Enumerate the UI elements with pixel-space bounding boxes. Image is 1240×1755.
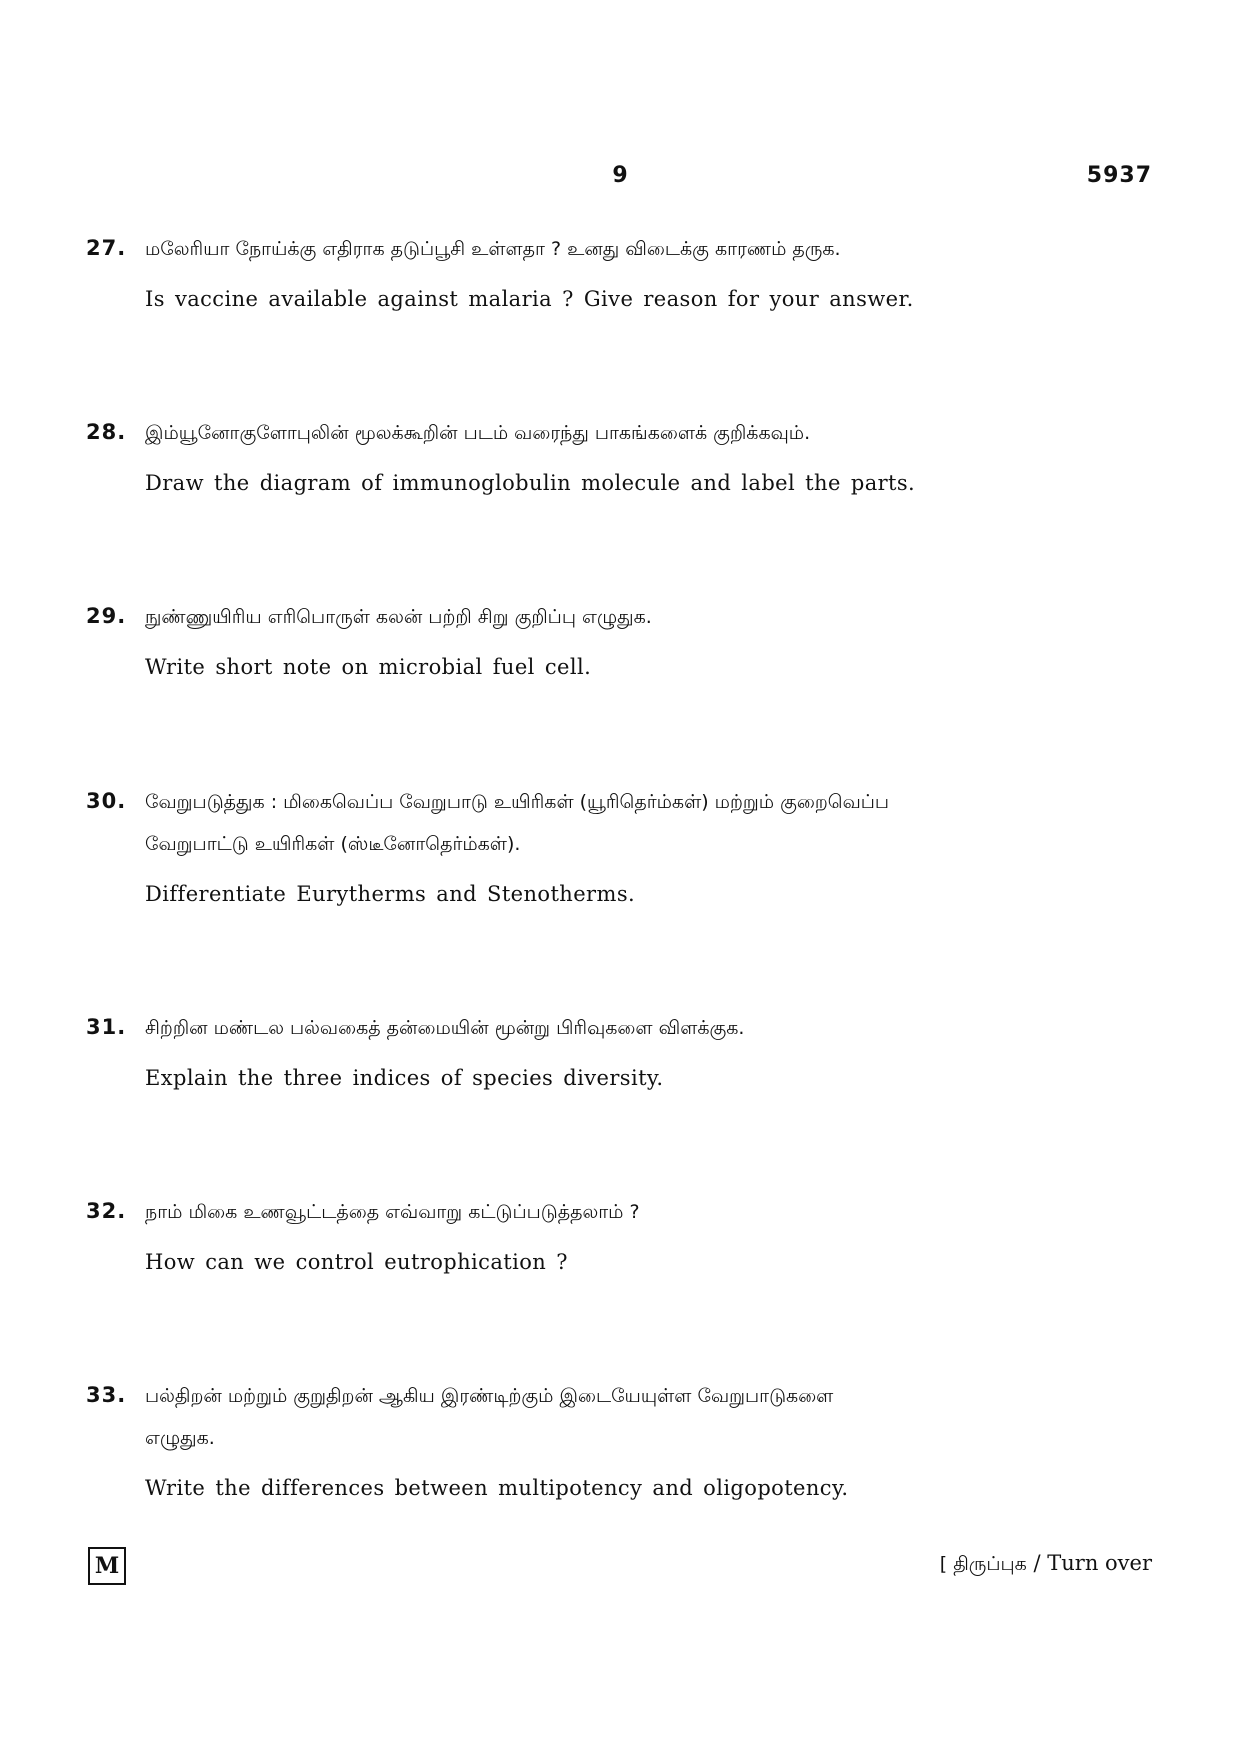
question-text-tamil bbox=[145, 412, 1166, 454]
tamil-line: இம்யூனோகுளோபுலின் மூலக்கூறின் படம் வரைந்து பாகங்களைக் குறிக்கவும். bbox=[145, 422, 811, 444]
question-text-english: Write short note on microbial fuel cell. bbox=[145, 655, 592, 679]
tamil-line: நுண்ணுயிரிய எரிபொருள் கலன் பற்றி சிறு குறிப்பு எழுதுக. bbox=[145, 606, 652, 628]
question-28 bbox=[86, 420, 1166, 495]
question-text-tamil bbox=[145, 1007, 1166, 1049]
question-29 bbox=[86, 604, 1166, 679]
question-text-english: Draw the diagram of immunoglobulin molecule and label the parts. bbox=[145, 471, 916, 495]
turn-over-english: Turn over bbox=[1047, 1551, 1152, 1575]
question-text-tamil bbox=[145, 781, 1166, 865]
turn-over-note bbox=[940, 1551, 1152, 1578]
question-number: 29. bbox=[86, 604, 127, 628]
question-27 bbox=[86, 236, 1166, 311]
question-number: 27. bbox=[86, 236, 127, 260]
medium-mark-box: M bbox=[88, 1547, 126, 1585]
question-32 bbox=[86, 1199, 1166, 1274]
tamil-line: சிற்றின மண்டல பல்வகைத் தன்மையின் மூன்று பிரிவுகளை விளக்குக. bbox=[145, 1017, 745, 1039]
question-text-tamil bbox=[145, 596, 1166, 638]
question-text-english: Is vaccine available against malaria ? Give reason for your answer. bbox=[145, 287, 914, 311]
question-number: 30. bbox=[86, 789, 127, 813]
tamil-line: பல்திறன் மற்றும் குறுதிறன் ஆகிய இரண்டிற்கும் இடையேயுள்ள வேறுபாடுகளை bbox=[145, 1385, 834, 1407]
tamil-line: எழுதுக. bbox=[145, 1427, 215, 1449]
question-31 bbox=[86, 1015, 1166, 1090]
turn-over-tamil: [ திருப்புக bbox=[939, 1553, 1027, 1575]
question-number: 33. bbox=[86, 1383, 127, 1407]
question-text-tamil bbox=[145, 1375, 1166, 1459]
question-30 bbox=[86, 789, 1166, 906]
question-text-tamil bbox=[145, 1191, 1166, 1233]
tamil-line: நாம் மிகை உணவூட்டத்தை எவ்வாறு கட்டுப்படுத்தலாம் ? bbox=[145, 1201, 640, 1223]
question-text-tamil bbox=[145, 228, 1166, 270]
question-33 bbox=[86, 1383, 1166, 1500]
page-number: 9 bbox=[612, 163, 628, 188]
question-number: 31. bbox=[86, 1015, 127, 1039]
question-text-english: Differentiate Eurytherms and Stenotherms. bbox=[145, 882, 636, 906]
tamil-line: வேறுபடுத்துக : மிகைவெப்ப வேறுபாடு உயிரிகள் (யூரிதெர்ம்கள்) மற்றும் குறைவெப்ப bbox=[145, 791, 890, 813]
question-text-english: Write the differences between multipotency and oligopotency. bbox=[145, 1476, 849, 1500]
tamil-line: மலேரியா நோய்க்கு எதிராக தடுப்பூசி உள்ளதா ? உனது விடைக்கு காரணம் தருக. bbox=[145, 238, 841, 260]
tamil-line: வேறுபாட்டு உயிரிகள் (ஸ்டீனோதெர்ம்கள்). bbox=[145, 833, 521, 855]
question-text-english: How can we control eutrophication ? bbox=[145, 1250, 568, 1274]
turn-over-separator: / bbox=[1026, 1551, 1048, 1575]
paper-code: 5937 bbox=[1086, 163, 1152, 188]
question-number: 32. bbox=[86, 1199, 127, 1223]
question-text-english: Explain the three indices of species diversity. bbox=[145, 1066, 664, 1090]
question-number: 28. bbox=[86, 420, 127, 444]
